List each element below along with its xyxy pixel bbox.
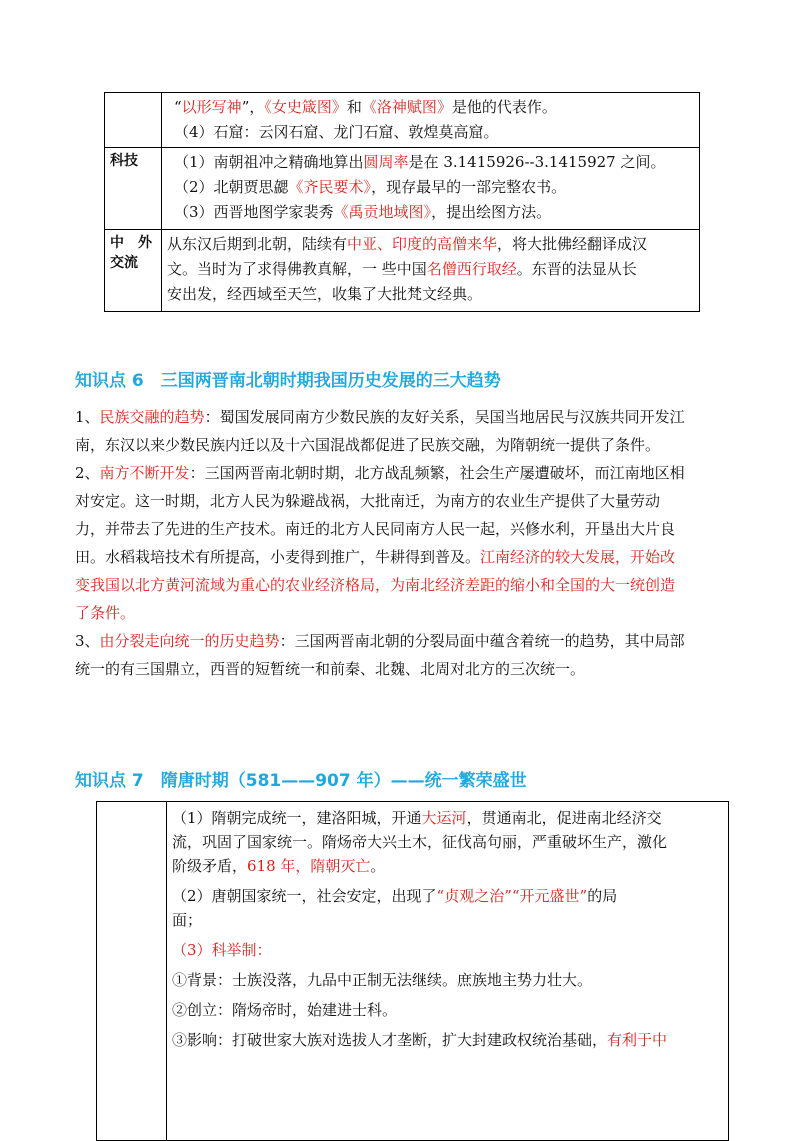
text-run: 统一的有三国鼎立，西晋的短暂统一和前秦、北魏、北周对北方的三次统一。 xyxy=(75,660,586,678)
text-run: ，提出绘图方法。 xyxy=(431,203,552,221)
text-run: 是在 3.1415926--3.1415927 之间。 xyxy=(408,153,666,171)
content-line xyxy=(162,175,699,200)
text-run: （2）北朝贾思勰 xyxy=(174,178,289,196)
content-line xyxy=(167,830,728,854)
table-row-art xyxy=(105,93,700,148)
row-content-cell xyxy=(162,148,700,230)
content-line xyxy=(162,232,699,257)
highlight-text: 618 年，隋朝灭亡 xyxy=(247,857,371,875)
text-run: （2）唐朝国家统一，社会安定，出现了 xyxy=(172,887,437,905)
section-6-title: 知识点 6 三国两晋南北朝时期我国历史发展的三大趋势 xyxy=(75,371,501,391)
table-sui-tang xyxy=(96,801,729,1141)
paragraph-line xyxy=(75,571,735,599)
highlight-text: 大运河 xyxy=(421,809,467,827)
text-run: 对安定。这一时期，北方人民为躲避战祸，大批南迁，为南方的农业生产提供了大量劳动 xyxy=(75,492,661,510)
table-culture-tech xyxy=(104,92,700,312)
text-run: （4）石窟：云冈石窟、龙门石窟、敦煌莫高窟。 xyxy=(174,123,499,141)
content-line xyxy=(162,257,699,282)
text-run: ，贯通南北，促进南北经济交 xyxy=(466,809,662,827)
text-run: ，现存最早的一部完整农书。 xyxy=(371,178,567,196)
paragraph-line xyxy=(75,655,735,683)
highlight-text: 江南经济的较大发展，开始改 xyxy=(480,548,676,566)
paragraph-line xyxy=(75,459,735,487)
text-run: （1）隋朝完成统一，建洛阳城，开通 xyxy=(172,809,422,827)
text-run: 南，东汉以来少数民族内迁以及十六国混战都促进了民族交融，为隋朝统一提供了条件。 xyxy=(75,436,661,454)
paragraph-line xyxy=(75,431,735,459)
content-line xyxy=(162,95,699,120)
content-line xyxy=(167,908,728,932)
text-run: 安出发，经西域至天竺，收集了大批梵文经典。 xyxy=(167,285,483,303)
text-run: ，将大批佛经翻译成汉 xyxy=(497,235,648,253)
text-run: ③影响：打破世家大族对选拔人才垄断，扩大封建政权统治基础， xyxy=(172,1031,608,1049)
paragraph-line xyxy=(75,403,735,431)
text-run: 和 xyxy=(346,98,362,116)
text-run: ：蜀国发展同南方少数民族的友好关系，吴国当地居民与汉族共同开发江 xyxy=(204,408,685,426)
text-run: 面； xyxy=(172,911,203,929)
table-row-exchange xyxy=(105,230,700,312)
row-content-cell xyxy=(167,802,729,1141)
row-header-tech: 科技 xyxy=(110,153,138,169)
table-row xyxy=(97,802,729,1141)
section-6-body xyxy=(75,403,735,683)
paragraph-line xyxy=(75,599,735,627)
highlight-text: 中亚、印度的高僧来华 xyxy=(347,235,498,253)
text-run: 是他的代表作。 xyxy=(451,98,557,116)
row-content-cell xyxy=(162,93,700,148)
content-line xyxy=(162,150,699,175)
text-run: 流，巩固了国家统一。隋炀帝大兴土木，征伐高句丽，严重破坏生产，激化 xyxy=(172,833,668,851)
section-7-title: 知识点 7 隋唐时期（581——907 年）——统一繁荣盛世 xyxy=(75,771,527,791)
content-line xyxy=(167,1028,728,1052)
highlight-text: 《洛神赋图》 xyxy=(361,98,452,116)
text-run: 2、 xyxy=(75,464,100,482)
paragraph-line xyxy=(75,487,735,515)
text-run: （3）西晋地图学家裴秀 xyxy=(174,203,334,221)
highlight-text: 《齐民要术》 xyxy=(288,178,372,196)
text-run: （1）南朝祖冲之精确地算出 xyxy=(174,153,364,171)
content-line xyxy=(167,884,728,908)
highlight-text: 由分裂走向统一的历史趋势 xyxy=(99,632,280,650)
highlight-text: 南方不断开发 xyxy=(99,464,190,482)
highlight-text: 以形写神 xyxy=(181,98,242,116)
row-header-cell xyxy=(97,802,167,1141)
highlight-text: 了条件。 xyxy=(75,604,136,622)
table-row-tech xyxy=(105,148,700,230)
highlight-text: 《女史箴图》 xyxy=(264,98,347,116)
highlight-text: 有利于中 xyxy=(607,1031,668,1049)
content-line xyxy=(162,282,699,307)
highlight-text: 《禹贡地域图》 xyxy=(333,203,432,221)
row-header-cell xyxy=(105,148,162,230)
text-run: 。东晋的法显从长 xyxy=(516,260,637,278)
text-run: 的局 xyxy=(587,887,618,905)
content-line xyxy=(162,200,699,225)
row-header-cell xyxy=(105,93,162,148)
content-line xyxy=(167,854,728,878)
text-run: ：三国两晋南北朝时期，北方战乱频繁，社会生产屡遭破坏，而江南地区相 xyxy=(189,464,685,482)
highlight-text: （3）科举制： xyxy=(172,941,272,959)
text-run: ”， xyxy=(241,98,265,116)
text-run: 力，并带去了先进的生产技术。南迁的北方人民同南方人民一起，兴修水利，开垦出大片良 xyxy=(75,520,676,538)
content-line xyxy=(162,120,699,145)
highlight-text: 民族交融的趋势 xyxy=(99,408,205,426)
text-run: “ xyxy=(174,98,182,116)
content-line xyxy=(167,968,728,992)
text-run: 田。水稻栽培技术有所提高，小麦得到推广，牛耕得到普及。 xyxy=(75,548,481,566)
row-content-cell xyxy=(162,230,700,312)
row-header-cell xyxy=(105,230,162,312)
highlight-text: 圆周率 xyxy=(363,153,409,171)
text-run: ②创立：隋炀帝时，始建进士科。 xyxy=(172,1001,398,1019)
text-run: 1、 xyxy=(75,408,100,426)
text-run: 3、 xyxy=(75,632,100,650)
content-line xyxy=(167,806,728,830)
text-run: 文。当时为了求得佛教真解，一 些中国 xyxy=(167,260,427,278)
text-run: 阶级矛盾， xyxy=(172,857,248,875)
row-header-exchange: 中 外 交流 xyxy=(110,235,152,271)
highlight-text: 变我国以北方黄河流域为重心的农业经济格局，为南北经济差距的缩小和全国的大一统创造 xyxy=(75,576,676,594)
paragraph-line xyxy=(75,627,735,655)
text-run: ：三国两晋南北朝的分裂局面中蕴含着统一的趋势，其中局部 xyxy=(279,632,685,650)
paragraph-line xyxy=(75,543,735,571)
highlight-text: 名僧西行取经 xyxy=(426,260,517,278)
content-line xyxy=(167,998,728,1022)
content-line xyxy=(167,938,728,962)
text-run: 从东汉后期到北朝，陆续有 xyxy=(167,235,348,253)
paragraph-line xyxy=(75,515,735,543)
text-run: ①背景：士族没落，九品中正制无法继续。庶族地主势力壮大。 xyxy=(172,971,593,989)
text-run: 。 xyxy=(370,857,386,875)
highlight-text: “贞观之治”“开元盛世” xyxy=(436,887,588,905)
